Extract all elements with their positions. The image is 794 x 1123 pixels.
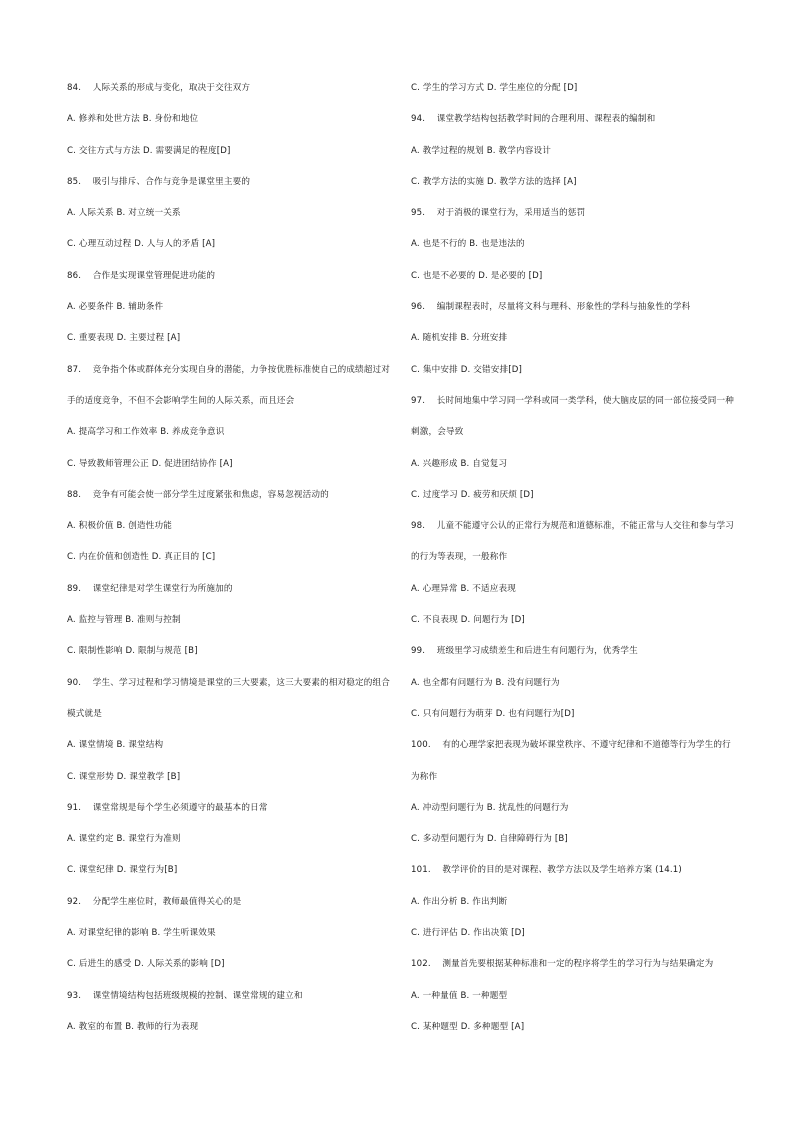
option-line: C. 课堂纪律 D. 课堂行为[B] xyxy=(67,865,178,876)
option-line: C. 某种题型 D. 多种题型 [A] xyxy=(411,1021,525,1032)
question-line: 91. 课堂常规是每个学生必须遵守的最基本的日常 xyxy=(67,802,268,813)
question-line: 96. 编制课程表时，尽量将文科与理科、形象性的学科与抽象性的学科 xyxy=(411,302,691,313)
option-line: C. 教学方法的实施 D. 教学方法的选择 [A] xyxy=(411,176,577,187)
question-line: 94. 课堂教学结构包括教学时间的合理利用、课程表的编制和 xyxy=(411,114,656,125)
option-line: C. 不良表现 D. 问题行为 [D] xyxy=(411,615,525,626)
question-line: 90. 学生、学习过程和学习情境是课堂的三大要素，这三大要素的相对稳定的组合 xyxy=(67,677,391,688)
option-line: C. 过度学习 D. 疲劳和厌烦 [D] xyxy=(411,489,534,500)
question-line: 102. 测量首先要根据某种标准和一定的程序将学生的学习行为与结果确定为 xyxy=(411,959,714,970)
option-line: A. 冲动型问题行为 B. 扰乱性的问题行为 xyxy=(411,802,569,813)
option-line: A. 监控与管理 B. 准则与控制 xyxy=(67,615,181,626)
option-line: A. 课堂情境 B. 课堂结构 xyxy=(67,740,164,751)
option-line: A. 修养和处世方法 B. 身份和地位 xyxy=(67,114,199,125)
option-line: A. 教室的布置 B. 教师的行为表现 xyxy=(67,1021,199,1032)
option-line: C. 学生的学习方式 D. 学生座位的分配 [D] xyxy=(411,83,578,93)
question-line: 97. 长时间地集中学习同一学科或同一类学科，使大脑皮层的同一部位接受同一种 xyxy=(411,395,735,406)
question-line: 99. 班级里学习成绩差生和后进生有问题行为，优秀学生 xyxy=(411,646,638,657)
question-line: 101. 教学评价的目的是对课程、教学方法以及学生培养方案 (14.1) xyxy=(411,865,682,876)
question-line: 95. 对于消极的课堂行为，采用适当的惩罚 xyxy=(411,208,586,219)
question-line: 的行为等表现，一般称作 xyxy=(411,552,508,563)
question-line: 89. 课堂纪律是对学生课堂行为所施加的 xyxy=(67,583,233,594)
option-line: C. 多动型问题行为 D. 自律障碍行为 [B] xyxy=(411,834,568,845)
option-line: A. 积极价值 B. 创造性功能 xyxy=(67,521,173,532)
option-line: C. 只有问题行为萌芽 D. 也有问题行为[D] xyxy=(411,708,575,719)
option-line: C. 课堂形势 D. 课堂教学 [B] xyxy=(67,771,181,782)
question-line: 100. 有的心理学家把表现为破坏课堂秩序、不遵守纪律和不道德等行为学生的行 xyxy=(411,740,731,751)
option-line: A. 必要条件 B. 辅助条件 xyxy=(67,302,164,313)
option-line: C. 交往方式与方法 D. 需要满足的程度[D] xyxy=(67,145,231,156)
option-line: C. 限制性影响 D. 限制与规范 [B] xyxy=(67,646,198,657)
question-line: 模式就是 xyxy=(67,708,102,719)
left-column xyxy=(67,76,402,1046)
option-line: C. 重要表现 D. 主要过程 [A] xyxy=(67,333,181,344)
question-line: 手的适度竞争，不但不会影响学生间的人际关系，而且还会 xyxy=(67,395,295,406)
option-line: C. 心理互动过程 D. 人与人的矛盾 [A] xyxy=(67,239,216,250)
option-line: A. 提高学习和工作效率 B. 养成竞争意识 xyxy=(67,427,225,438)
option-line: A. 也是不行的 B. 也是违法的 xyxy=(411,239,525,250)
option-line: A. 心理异常 B. 不适应表现 xyxy=(411,583,517,594)
option-line: A. 随机安排 B. 分班安排 xyxy=(411,333,508,344)
option-line: A. 对课堂纪律的影响 B. 学生听课效果 xyxy=(67,928,216,939)
option-line: A. 作出分析 B. 作出判断 xyxy=(411,896,508,907)
option-line: C. 导致教师管理公正 D. 促进团结协作 [A] xyxy=(67,458,233,469)
option-line: A. 也全都有问题行为 B. 没有问题行为 xyxy=(411,677,560,688)
right-column xyxy=(411,76,736,1046)
option-line: A. 课堂约定 B. 课堂行为准则 xyxy=(67,834,181,845)
option-line: A. 教学过程的规划 B. 教学内容设计 xyxy=(411,145,552,156)
question-line: 93. 课堂情境结构包括班级规模的控制、课堂常规的建立和 xyxy=(67,990,303,1001)
question-line: 92. 分配学生座位时，教师最值得关心的是 xyxy=(67,896,242,907)
option-line: C. 内在价值和创造性 D. 真正目的 [C] xyxy=(67,552,216,563)
option-line: C. 后进生的感受 D. 人际关系的影响 [D] xyxy=(67,959,225,970)
question-line: 刺激，会导致 xyxy=(411,427,464,438)
question-line: 为称作 xyxy=(411,771,438,782)
question-line: 88. 竞争有可能会使一部分学生过度紧张和焦虑，容易忽视活动的 xyxy=(67,489,329,500)
question-line: 84. 人际关系的形成与变化，取决于交往双方 xyxy=(67,83,251,93)
option-line: A. 一种量值 B. 一种题型 xyxy=(411,990,508,1001)
option-line: A. 兴趣形成 B. 自觉复习 xyxy=(411,458,508,469)
option-line: C. 进行评估 D. 作出决策 [D] xyxy=(411,928,525,939)
question-line: 98. 儿童不能遵守公认的正常行为规范和道德标准，不能正常与人交往和参与学习 xyxy=(411,521,735,532)
question-line: 86. 合作是实现课堂管理促进功能的 xyxy=(67,270,216,281)
option-line: C. 集中安排 D. 交错安排[D] xyxy=(411,364,523,375)
question-line: 85. 吸引与排斥、合作与竞争是课堂里主要的 xyxy=(67,176,251,187)
option-line: C. 也是不必要的 D. 是必要的 [D] xyxy=(411,270,543,281)
option-line: A. 人际关系 B. 对立统一关系 xyxy=(67,208,181,219)
question-line: 87. 竞争指个体或群体充分实现自身的潜能，力争按优胜标准使自己的成绩超过对 xyxy=(67,364,391,375)
